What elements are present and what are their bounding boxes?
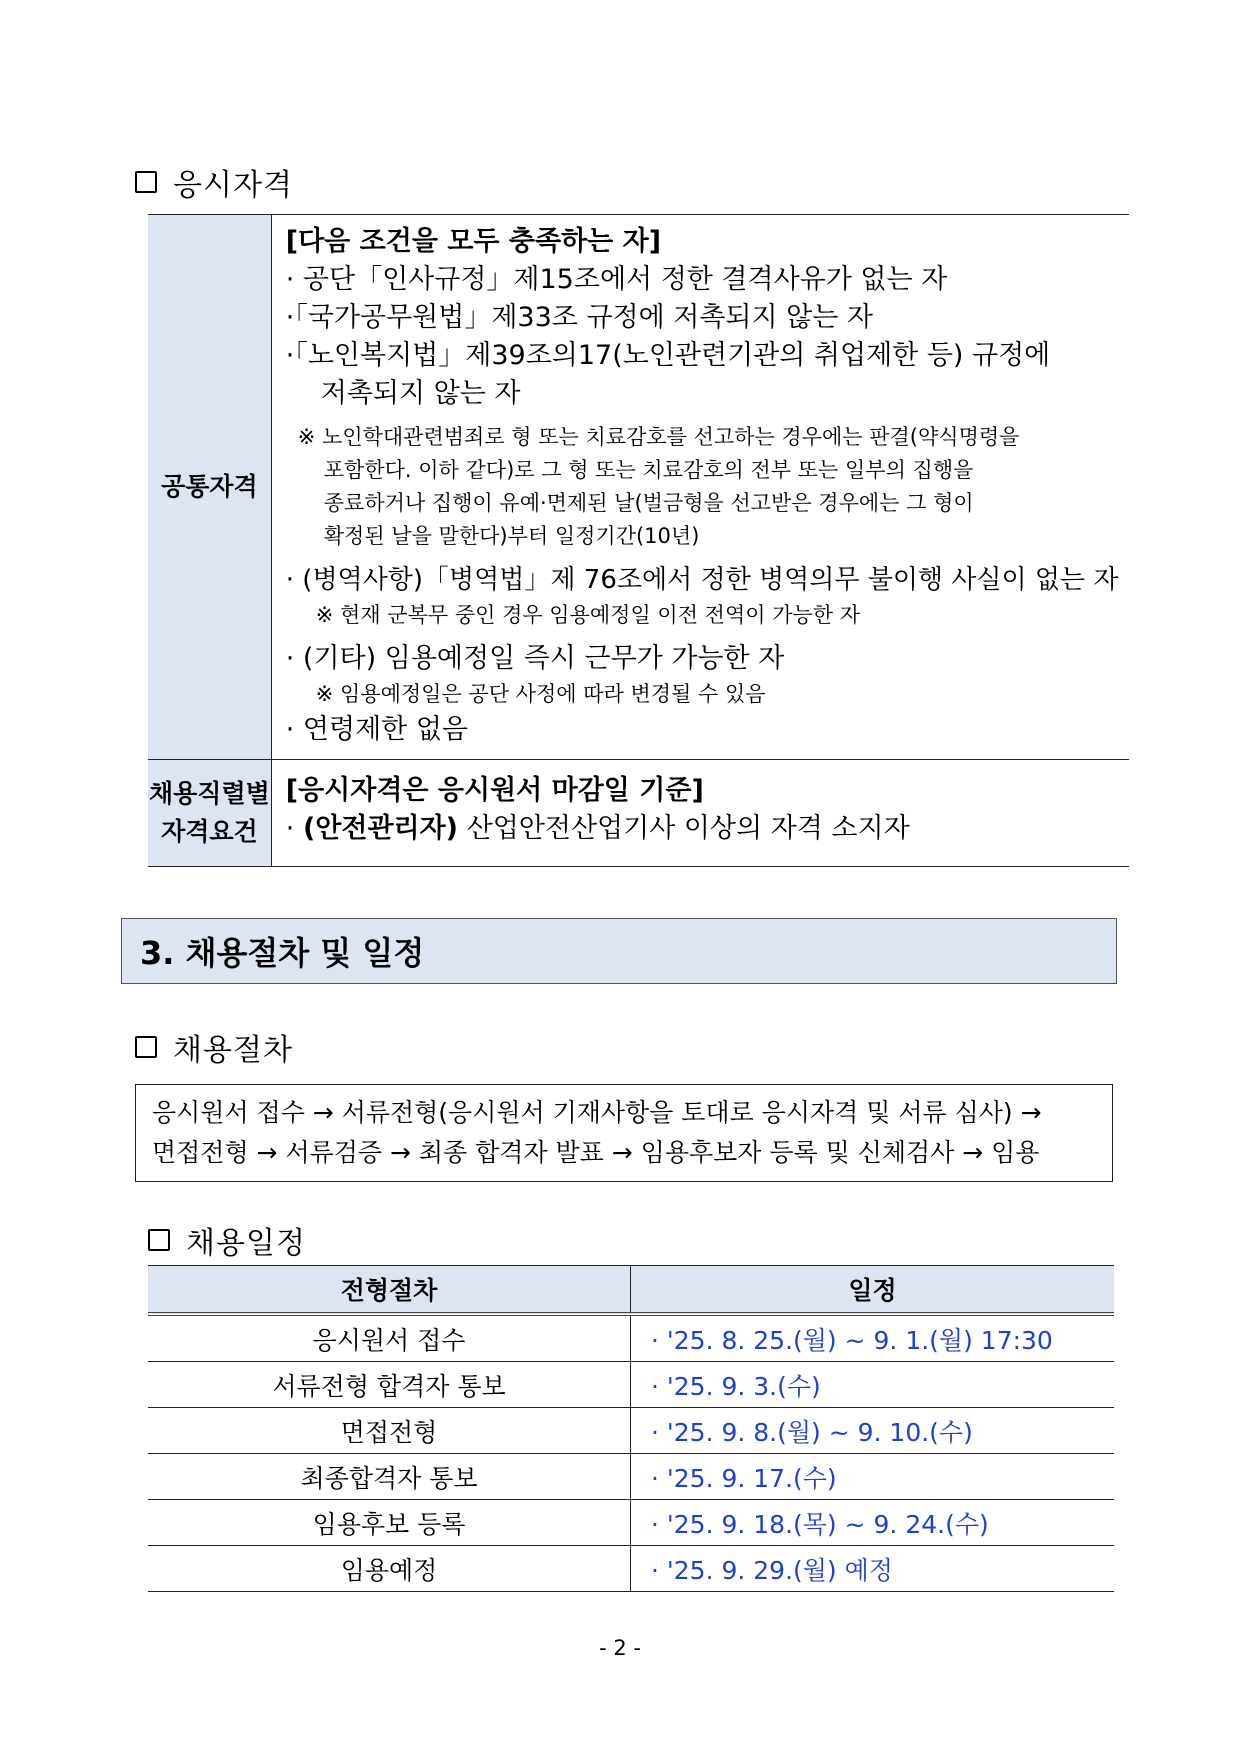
job-qualification-row — [148, 760, 1129, 867]
qualification-heading-text: 응시자격 — [173, 168, 293, 203]
table-row — [148, 1362, 1114, 1408]
note-line-2: 포함한다. 이하 같다)로 그 형 또는 치료감호의 전부 또는 일부의 집행을 — [323, 458, 974, 482]
age-item: · 연령제한 없음 — [285, 714, 469, 745]
page-number: - 2 - — [599, 1636, 641, 1660]
common-title: [다음 조건을 모두 충족하는 자] — [285, 226, 662, 257]
common-item-2: ·「국가공무원법」제33조 규정에 저촉되지 않는 자 — [285, 302, 874, 333]
schedule-date: · '25. 9. 8.(월) ~ 9. 10.(수) — [631, 1408, 1115, 1454]
table-row — [148, 1314, 1114, 1362]
qualification-heading — [135, 160, 293, 204]
note-line-1: ※ 노인학대관련범죄로 형 또는 치료감호를 선고하는 경우에는 판결(약식명령을 — [297, 425, 1020, 449]
schedule-date: · '25. 9. 17.(수) — [631, 1454, 1115, 1500]
qualification-table — [148, 214, 1129, 867]
job-qualification-label — [148, 760, 271, 867]
schedule-col-date: 일정 — [631, 1266, 1115, 1315]
schedule-stage: 최종합격자 통보 — [148, 1454, 631, 1500]
procedure-heading — [135, 1025, 293, 1069]
table-row — [148, 1546, 1114, 1592]
schedule-stage: 서류전형 합격자 통보 — [148, 1362, 631, 1408]
schedule-header-row — [148, 1266, 1114, 1315]
table-row — [148, 1408, 1114, 1454]
schedule-date: · '25. 9. 29.(월) 예정 — [631, 1546, 1115, 1592]
schedule-stage: 면접전형 — [148, 1408, 631, 1454]
table-row — [148, 1454, 1114, 1500]
note-line-3: 종료하거나 집행이 유예·면제된 날(벌금형을 선고받은 경우에는 그 형이 — [323, 491, 974, 515]
common-qualification-row — [148, 215, 1129, 760]
job-requirement — [286, 810, 1119, 848]
job-title: [응시자격은 응시원서 마감일 기준] — [285, 775, 704, 806]
job-qualification-content — [271, 760, 1128, 867]
schedule-date: · '25. 9. 3.(수) — [631, 1362, 1115, 1408]
job-field: (안전관리자) — [302, 813, 459, 844]
schedule-date: · '25. 8. 25.(월) ~ 9. 1.(월) 17:30 — [631, 1314, 1115, 1362]
checkbox-square-icon — [135, 171, 157, 193]
common-item-3: ·「노인복지법」제39조의17(노인관련기관의 취업제한 등) 규정에 — [285, 340, 1051, 371]
other-item: · (기타) 임용예정일 즉시 근무가 가능한 자 — [285, 643, 785, 674]
other-note: ※ 임용예정일은 공단 사정에 따라 변경될 수 있음 — [315, 682, 766, 706]
schedule-stage: 응시원서 접수 — [148, 1314, 631, 1362]
common-item-1: · 공단「인사규정」제15조에서 정한 결격사유가 없는 자 — [285, 264, 948, 295]
procedure-line-1: 응시원서 접수 → 서류전형(응시원서 기재사항을 토대로 응시자격 및 서류 심사) → — [152, 1098, 1042, 1127]
job-label-line-2: 자격요건 — [161, 817, 258, 846]
note-line-4: 확정된 날을 말한다)부터 일정기간(10년) — [323, 524, 700, 548]
procedure-heading-text: 채용절차 — [173, 1033, 293, 1068]
common-qualification-label: 공통자격 — [148, 215, 271, 760]
procedure-line-2: 면접전형 → 서류검증 → 최종 합격자 발표 → 임용후보자 등록 및 신체검사 → 임용 — [152, 1138, 1040, 1167]
schedule-date: · '25. 9. 18.(목) ~ 9. 24.(수) — [631, 1500, 1115, 1546]
schedule-col-stage: 전형절차 — [148, 1266, 631, 1315]
checkbox-square-icon — [135, 1036, 157, 1058]
schedule-heading — [148, 1218, 306, 1262]
schedule-stage: 임용예정 — [148, 1546, 631, 1592]
section-3-title: 3. 채용절차 및 일정 — [140, 934, 425, 972]
schedule-heading-text: 채용일정 — [186, 1226, 306, 1261]
military-note: ※ 현재 군복무 중인 경우 임용예정일 이전 전역이 가능한 자 — [315, 603, 861, 627]
procedure-box — [135, 1084, 1113, 1182]
schedule-stage: 임용후보 등록 — [148, 1500, 631, 1546]
common-qualification-content — [271, 215, 1128, 760]
military-item: · (병역사항)「병역법」제 76조에서 정한 병역의무 불이행 사실이 없는 자 — [285, 565, 1119, 595]
common-item-3-cont: 저촉되지 않는 자 — [320, 378, 521, 409]
section-3-banner — [121, 918, 1117, 984]
job-requirement-text: 산업안전산업기사 이상의 자격 소지자 — [458, 813, 910, 844]
schedule-table — [148, 1265, 1114, 1592]
checkbox-square-icon — [148, 1229, 170, 1251]
job-bullet: · — [285, 813, 303, 844]
job-label-line-1: 채용직렬별 — [149, 779, 270, 808]
table-row — [148, 1500, 1114, 1546]
